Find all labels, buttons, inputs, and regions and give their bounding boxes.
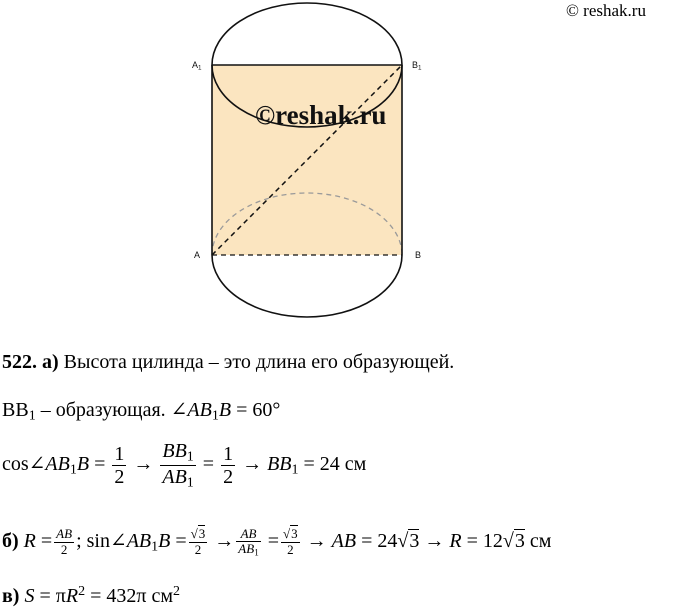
watermark-corner: © reshak.ru <box>566 1 646 20</box>
vertex-label-a: A <box>194 250 201 260</box>
watermark-center: ©reshak.ru <box>255 100 387 130</box>
solution-line-5: в) $S = \pi R^2 = 432\pi$ $см^2$ <box>2 584 180 607</box>
vertex-label-b1: $B_1$ <box>412 60 422 72</box>
solution-line-4: б) R = $\frac{AB}{2}$ ; $\sin\angle AB_1B$ = $\frac{√3}{2}$ → $\frac{AB}{AB_1}$ = $\frac{√3}{2}$ → AB = 24√3 → R = 12√3 см <box>2 526 552 558</box>
problem-number: 522. <box>2 351 37 373</box>
solution-line-3: $\cos\angle AB_1B$ = $\frac{1}{2}$ → $\frac{BB_1}{AB_1}$ = $\frac{1}{2}$ → $BB_1 = 24$ см <box>2 440 367 491</box>
vertex-label-a1: $A_1$ <box>192 60 202 72</box>
vertex-label-b: B <box>415 250 422 260</box>
solution-line-1 <box>2 351 454 374</box>
solution-line-2: $BB_1$ – образующая. $\angle AB_1B = 60^\circ$ <box>2 399 281 424</box>
part-a-text: Высота цилинда – это длина его образующей. <box>63 351 455 373</box>
part-a-label: а) <box>42 351 59 373</box>
bottom-base-visible-arc <box>212 255 402 317</box>
